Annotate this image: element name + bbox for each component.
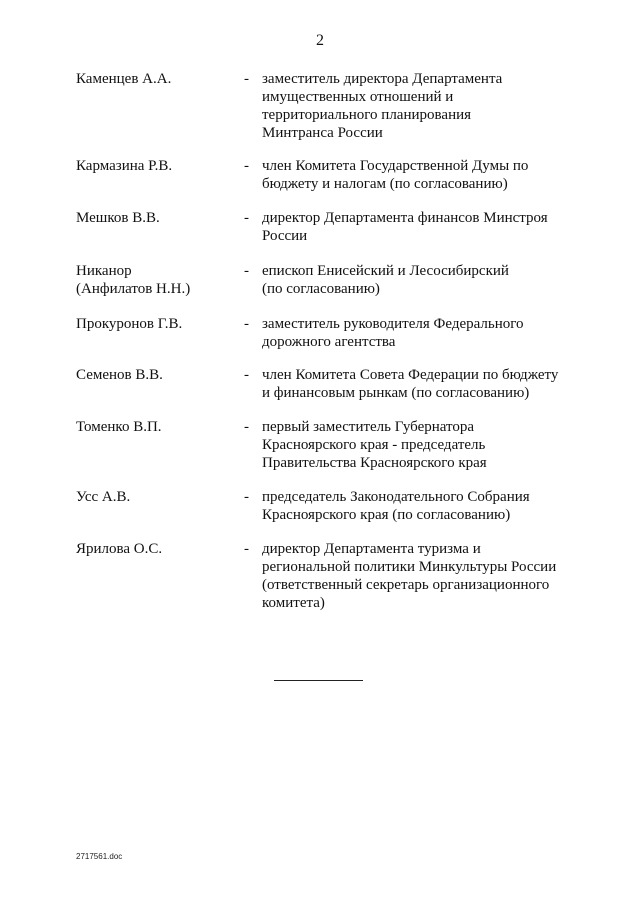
- member-role: член Комитета Государственной Думы по бюджету и налогам (по согласованию): [262, 158, 529, 192]
- member-name: Кармазина Р.В.: [76, 158, 173, 174]
- member-name: Мешков В.В.: [76, 210, 160, 226]
- member-dash: -: [244, 158, 249, 174]
- member-name: Никанор (Анфилатов Н.Н.): [76, 263, 191, 297]
- document-file-id: 2717561.doc: [76, 852, 123, 861]
- member-dash: -: [244, 367, 249, 383]
- member-dash: -: [244, 489, 249, 505]
- member-dash: -: [244, 419, 249, 435]
- page-number: 2: [316, 32, 324, 49]
- member-name: Прокуронов Г.В.: [76, 316, 183, 332]
- member-role: председатель Законодательного Собрания Красноярского края (по согласованию): [262, 489, 530, 523]
- member-dash: -: [244, 263, 249, 279]
- member-dash: -: [244, 541, 249, 557]
- member-role: член Комитета Совета Федерации по бюджету и финансовым рынкам (по согласованию): [262, 367, 559, 401]
- member-dash: -: [244, 210, 249, 226]
- member-role: заместитель руководителя Федерального дорожного агентства: [262, 316, 524, 350]
- member-role: первый заместитель Губернатора Красноярского края - председатель Правительства Красноярского края: [262, 419, 487, 471]
- member-dash: -: [244, 316, 249, 332]
- member-name: Ярилова О.С.: [76, 541, 163, 557]
- member-name: Семенов В.В.: [76, 367, 163, 383]
- closing-divider: [274, 680, 363, 681]
- member-role: епископ Енисейский и Лесосибирский (по согласованию): [262, 263, 509, 297]
- member-name: Томенко В.П.: [76, 419, 162, 435]
- member-role: директор Департамента финансов Минстроя России: [262, 210, 548, 244]
- member-dash: -: [244, 71, 249, 87]
- member-name: Каменцев А.А.: [76, 71, 172, 87]
- member-role: заместитель директора Департамента имущественных отношений и территориального планирования Минтранса России: [262, 71, 503, 141]
- member-role: директор Департамента туризма и региональной политики Минкультуры России (ответственный секретарь организационного комитета): [262, 541, 557, 611]
- member-name: Усс А.В.: [76, 489, 131, 505]
